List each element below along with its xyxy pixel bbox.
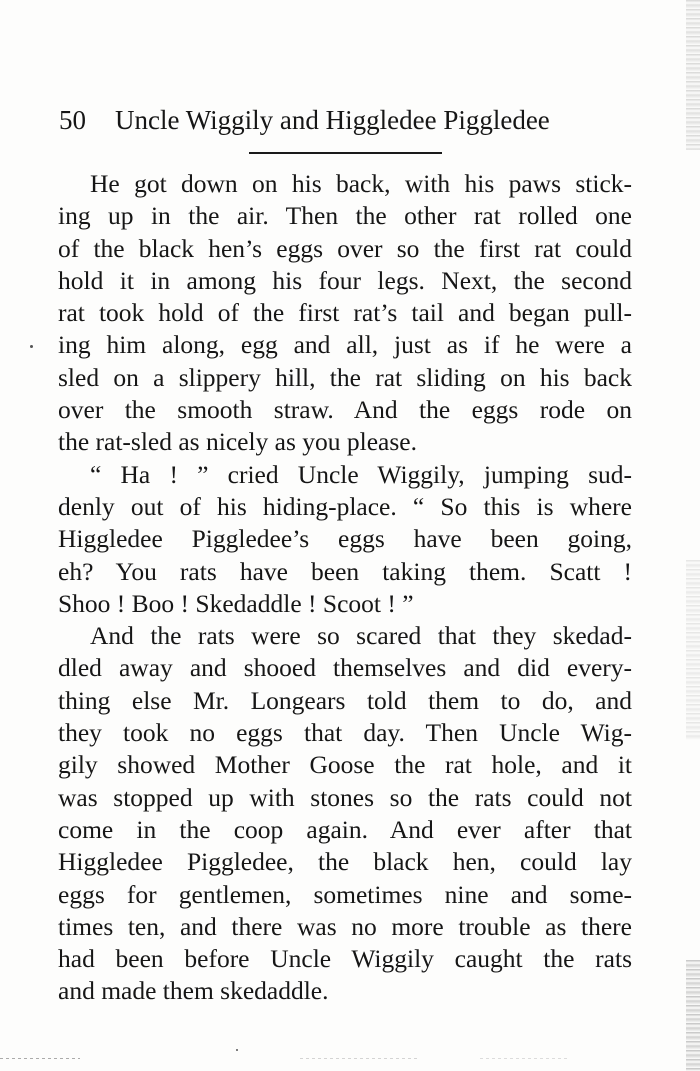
page-edge-shadow [686, 960, 700, 1071]
text-line: they took no eggs that day. Then Uncle Wig- [58, 718, 632, 748]
text-line: Higgledee Piggledee, the black hen, could lay [58, 847, 632, 877]
text-line: ing him along, egg and all, just as if he were a [58, 330, 632, 360]
text-line: eh? You rats have been taking them. Scatt ! [58, 556, 632, 586]
body-text [58, 168, 632, 1008]
text-line: denly out of his hiding-place. “ So this is where [58, 491, 632, 521]
text-line: had been before Uncle Wiggily caught the rats [58, 944, 632, 974]
text-line: come in the coop again. And ever after that [58, 814, 632, 844]
scan-line-noise [300, 1058, 420, 1059]
text-line: thing else Mr. Longears told them to do, and [58, 685, 632, 715]
text-line: “ Ha ! ” cried Uncle Wiggily, jumping sud- [90, 459, 632, 489]
scan-speck [236, 1049, 238, 1051]
text-line: gily showed Mother Goose the rat hole, and it [58, 750, 632, 780]
text-line: the rat-sled as nicely as you please. [58, 427, 417, 457]
text-line: of the black hen’s eggs over so the first rat could [58, 233, 632, 263]
running-head [59, 102, 639, 138]
text-line: hold it in among his four legs. Next, the second [58, 265, 632, 295]
text-line: dled away and shooed themselves and did every- [58, 653, 632, 683]
text-line: rat took hold of the first rat’s tail and began pull- [58, 298, 632, 328]
scan-speck [30, 345, 33, 348]
text-line: And the rats were so scared that they skedad- [90, 621, 632, 651]
page-number: 50 [59, 105, 86, 135]
text-line: Shoo ! Boo ! Skedaddle ! Scoot ! ” [58, 588, 414, 618]
page-edge-shadow [686, 560, 700, 740]
text-line: He got down on his back, with his paws stick- [90, 169, 632, 198]
text-line: ing up in the air. Then the other rat rolled one [58, 201, 632, 231]
text-line: and made them skedaddle. [58, 976, 329, 1006]
scan-line-noise [0, 1058, 80, 1059]
text-line: was stopped up with stones so the rats could not [58, 782, 632, 812]
text-line: eggs for gentlemen, sometimes nine and some- [58, 879, 632, 909]
text-line: sled on a slippery hill, the rat sliding on his back [58, 362, 632, 392]
running-title: Uncle Wiggily and Higgledee Piggledee [115, 105, 550, 135]
scan-line-noise [480, 1058, 570, 1059]
page-edge-shadow [686, 0, 700, 150]
text-line: times ten, and there was no more trouble as there [58, 911, 632, 941]
text-line: Higgledee Piggledee’s eggs have been going, [58, 524, 632, 554]
text-line: over the smooth straw. And the eggs rode on [58, 395, 632, 425]
header-rule [249, 152, 442, 154]
